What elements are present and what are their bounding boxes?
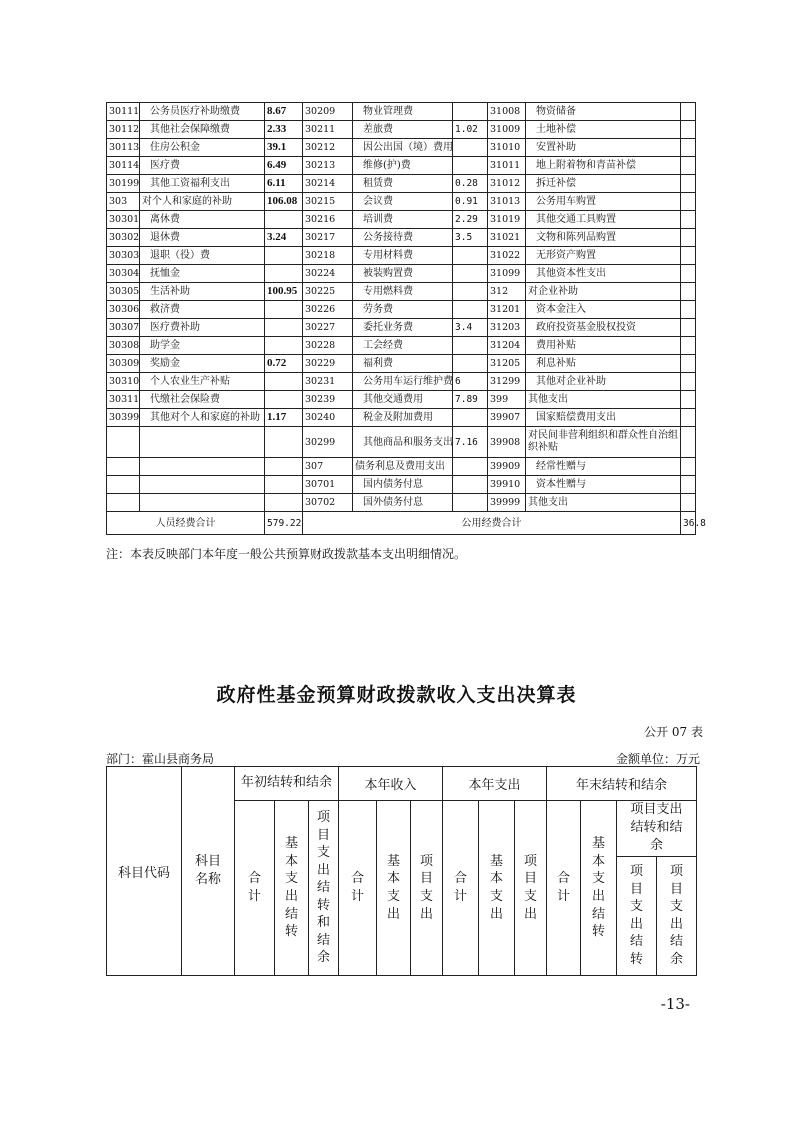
- value-cell: [453, 139, 488, 157]
- name-cell: 国内债务付息: [353, 476, 453, 494]
- name-cell: 其他交通工具购置: [526, 211, 681, 229]
- header-expense-basic: 基本支出: [479, 801, 515, 976]
- value-cell: [453, 265, 488, 283]
- table-row: [107, 247, 696, 265]
- amount-unit-label: 金额单位：万元: [615, 752, 700, 766]
- code-cell: 30225: [303, 283, 353, 301]
- name-cell: 其他社会保障缴费: [140, 121, 265, 139]
- header-opening-basic: 基本支出结转: [275, 801, 309, 976]
- basic-expenditure-detail-table: [106, 102, 706, 535]
- value-cell: [681, 355, 696, 373]
- value-cell: [453, 247, 488, 265]
- public-total-value: 36.8: [681, 512, 696, 535]
- name-cell: 专用材料费: [353, 247, 453, 265]
- table-row: [107, 103, 696, 121]
- value-cell: [265, 476, 303, 494]
- value-cell: 7.89: [453, 391, 488, 409]
- value-cell: [453, 337, 488, 355]
- table-row: [107, 427, 696, 458]
- table-row: [107, 458, 696, 476]
- value-cell: [265, 301, 303, 319]
- name-cell: 退职（役）费: [140, 247, 265, 265]
- code-cell: 30399: [107, 409, 140, 427]
- value-cell: [265, 373, 303, 391]
- name-cell: 被装购置费: [353, 265, 453, 283]
- value-cell: 0.72: [265, 355, 303, 373]
- header-expense-total: 合计: [443, 801, 479, 976]
- name-cell: 其他支出: [526, 494, 681, 512]
- code-cell: 30227: [303, 319, 353, 337]
- code-cell: 303: [107, 193, 140, 211]
- value-cell: 0.91: [453, 193, 488, 211]
- header-opening-balance: 年初结转和结余: [235, 767, 339, 801]
- code-cell: 30310: [107, 373, 140, 391]
- table-note: 注：本表反映部门本年度一般公共预算财政拨款基本支出明细情况。: [106, 547, 467, 561]
- code-cell: 30112: [107, 121, 140, 139]
- name-cell: 住房公积金: [140, 139, 265, 157]
- name-cell: 代缴社会保险费: [140, 391, 265, 409]
- code-cell: 30224: [303, 265, 353, 283]
- code-cell: 399: [488, 391, 526, 409]
- table-row: [107, 139, 696, 157]
- value-cell: [681, 121, 696, 139]
- code-cell: 31099: [488, 265, 526, 283]
- personnel-total-label: 人员经费合计: [107, 512, 265, 535]
- value-cell: 2.29: [453, 211, 488, 229]
- code-cell: 30113: [107, 139, 140, 157]
- code-cell: 312: [488, 283, 526, 301]
- code-cell: 39910: [488, 476, 526, 494]
- name-cell: 医疗费: [140, 157, 265, 175]
- value-cell: [681, 211, 696, 229]
- code-cell: 30199: [107, 175, 140, 193]
- name-cell: 公务用车购置: [526, 193, 681, 211]
- name-cell: 租赁费: [353, 175, 453, 193]
- name-cell: 资本金注入: [526, 301, 681, 319]
- header-closing-project: 项目支出结转和结余: [617, 801, 697, 857]
- header-opening-total: 合计: [235, 801, 275, 976]
- table-row: [107, 319, 696, 337]
- name-cell: 医疗费补助: [140, 319, 265, 337]
- value-cell: [681, 157, 696, 175]
- name-cell: 其他资本性支出: [526, 265, 681, 283]
- name-cell: 资本性赠与: [526, 476, 681, 494]
- code-cell: 30311: [107, 391, 140, 409]
- code-cell: [107, 427, 140, 458]
- name-cell: 差旅费: [353, 121, 453, 139]
- value-cell: 6: [453, 373, 488, 391]
- code-cell: 30303: [107, 247, 140, 265]
- name-cell: 其他交通费用: [353, 391, 453, 409]
- value-cell: [681, 247, 696, 265]
- name-cell: [140, 427, 265, 458]
- name-cell: 国家赔偿费用支出: [526, 409, 681, 427]
- name-cell: 地上附着物和青苗补偿: [526, 157, 681, 175]
- code-cell: 30212: [303, 139, 353, 157]
- name-cell: 无形资产购置: [526, 247, 681, 265]
- name-cell: 公务员医疗补助缴费: [140, 103, 265, 121]
- value-cell: [453, 355, 488, 373]
- value-cell: [681, 476, 696, 494]
- name-cell: 福利费: [353, 355, 453, 373]
- code-cell: 30307: [107, 319, 140, 337]
- name-cell: 其他商品和服务支出: [353, 427, 453, 458]
- value-cell: 6.11: [265, 175, 303, 193]
- code-cell: 39908: [488, 427, 526, 458]
- header-current-income: 本年收入: [339, 767, 443, 801]
- table-row: [107, 355, 696, 373]
- value-cell: [453, 301, 488, 319]
- value-cell: [265, 427, 303, 458]
- value-cell: [265, 319, 303, 337]
- name-cell: [140, 458, 265, 476]
- code-cell: 31204: [488, 337, 526, 355]
- table-row: [107, 373, 696, 391]
- code-cell: 31009: [488, 121, 526, 139]
- value-cell: [453, 458, 488, 476]
- code-cell: 30299: [303, 427, 353, 458]
- name-cell: 费用补贴: [526, 337, 681, 355]
- value-cell: [681, 427, 696, 458]
- government-fund-table: [106, 766, 697, 976]
- code-cell: 30239: [303, 391, 353, 409]
- value-cell: 1.17: [265, 409, 303, 427]
- name-cell: 维修(护)费: [353, 157, 453, 175]
- value-cell: 3.24: [265, 229, 303, 247]
- code-cell: [107, 494, 140, 512]
- value-cell: 3.4: [453, 319, 488, 337]
- code-cell: 30302: [107, 229, 140, 247]
- name-cell: 公务接待费: [353, 229, 453, 247]
- name-cell: [140, 476, 265, 494]
- personnel-total-value: 579.22: [265, 512, 303, 535]
- value-cell: [453, 476, 488, 494]
- code-cell: 31299: [488, 373, 526, 391]
- value-cell: [681, 373, 696, 391]
- code-cell: 39909: [488, 458, 526, 476]
- code-cell: 30218: [303, 247, 353, 265]
- name-cell: 对个人和家庭的补助: [140, 193, 265, 211]
- value-cell: [681, 494, 696, 512]
- value-cell: [681, 283, 696, 301]
- code-cell: 39907: [488, 409, 526, 427]
- total-row: [107, 512, 696, 535]
- value-cell: [681, 391, 696, 409]
- code-cell: 30305: [107, 283, 140, 301]
- code-cell: 31203: [488, 319, 526, 337]
- name-cell: 税金及附加费用: [353, 409, 453, 427]
- header-opening-project: 项目支出结转和结余: [309, 801, 339, 976]
- value-cell: 2.33: [265, 121, 303, 139]
- name-cell: 文物和陈列品购置: [526, 229, 681, 247]
- value-cell: [453, 494, 488, 512]
- header-income-total: 合计: [339, 801, 377, 976]
- value-cell: [265, 211, 303, 229]
- code-cell: 30114: [107, 157, 140, 175]
- code-cell: 30228: [303, 337, 353, 355]
- code-cell: 31201: [488, 301, 526, 319]
- code-cell: 30213: [303, 157, 353, 175]
- value-cell: [681, 337, 696, 355]
- name-cell: 其他工资福利支出: [140, 175, 265, 193]
- table-row: [107, 265, 696, 283]
- value-cell: 100.95: [265, 283, 303, 301]
- value-cell: [681, 193, 696, 211]
- code-cell: [107, 476, 140, 494]
- value-cell: [265, 337, 303, 355]
- name-cell: 劳务费: [353, 301, 453, 319]
- code-cell: 30702: [303, 494, 353, 512]
- value-cell: 6.49: [265, 157, 303, 175]
- table-row: [107, 409, 696, 427]
- header-income-project: 项目支出: [411, 801, 443, 976]
- name-cell: 政府投资基金股权投资: [526, 319, 681, 337]
- name-cell: 土地补偿: [526, 121, 681, 139]
- value-cell: [681, 301, 696, 319]
- code-cell: 30309: [107, 355, 140, 373]
- code-cell: 31022: [488, 247, 526, 265]
- name-cell: 个人农业生产补贴: [140, 373, 265, 391]
- value-cell: 106.08: [265, 193, 303, 211]
- value-cell: [265, 247, 303, 265]
- code-cell: 30226: [303, 301, 353, 319]
- page-title: 政府性基金预算财政拨款收入支出决算表: [216, 684, 577, 706]
- code-cell: [107, 458, 140, 476]
- code-cell: 31008: [488, 103, 526, 121]
- name-cell: 拆迁补偿: [526, 175, 681, 193]
- name-cell: 经常性赠与: [526, 458, 681, 476]
- name-cell: 专用燃料费: [353, 283, 453, 301]
- name-cell: 公务用车运行维护费: [353, 373, 453, 391]
- name-cell: 其他对个人和家庭的补助: [140, 409, 265, 427]
- code-cell: 30215: [303, 193, 353, 211]
- header-closing-total: 合计: [547, 801, 581, 976]
- code-cell: 30216: [303, 211, 353, 229]
- name-cell: 其他对企业补助: [526, 373, 681, 391]
- code-cell: 30231: [303, 373, 353, 391]
- value-cell: 8.67: [265, 103, 303, 121]
- code-cell: 31013: [488, 193, 526, 211]
- name-cell: 助学金: [140, 337, 265, 355]
- header-closing-basic: 基本支出结转: [581, 801, 617, 976]
- code-cell: 30229: [303, 355, 353, 373]
- code-cell: 31205: [488, 355, 526, 373]
- value-cell: [681, 175, 696, 193]
- name-cell: 工会经费: [353, 337, 453, 355]
- value-cell: 1.02: [453, 121, 488, 139]
- table-row: [107, 157, 696, 175]
- value-cell: [265, 458, 303, 476]
- value-cell: 3.5: [453, 229, 488, 247]
- code-cell: 31010: [488, 139, 526, 157]
- value-cell: [681, 103, 696, 121]
- header-project-surplus: 项目支出结余: [657, 856, 697, 975]
- form-number: 公开 07 表: [644, 725, 703, 739]
- name-cell: 奖励金: [140, 355, 265, 373]
- code-cell: 39999: [488, 494, 526, 512]
- header-expense-project: 项目支出: [515, 801, 547, 976]
- name-cell: 会议费: [353, 193, 453, 211]
- value-cell: [453, 409, 488, 427]
- page-number: -13-: [660, 995, 690, 1013]
- name-cell: 委托业务费: [353, 319, 453, 337]
- value-cell: [265, 391, 303, 409]
- code-cell: 30211: [303, 121, 353, 139]
- code-cell: 31019: [488, 211, 526, 229]
- code-cell: 307: [303, 458, 353, 476]
- value-cell: [265, 265, 303, 283]
- name-cell: 抚恤金: [140, 265, 265, 283]
- code-cell: 31021: [488, 229, 526, 247]
- name-cell: 物业管理费: [353, 103, 453, 121]
- value-cell: [265, 494, 303, 512]
- value-cell: [681, 139, 696, 157]
- code-cell: 30111: [107, 103, 140, 121]
- table-row: [107, 391, 696, 409]
- value-cell: [681, 409, 696, 427]
- code-cell: 31012: [488, 175, 526, 193]
- value-cell: [453, 157, 488, 175]
- name-cell: 生活补助: [140, 283, 265, 301]
- code-cell: 30217: [303, 229, 353, 247]
- public-total-label: 公用经费合计: [303, 512, 681, 535]
- name-cell: 对企业补助: [526, 283, 681, 301]
- code-cell: 30306: [107, 301, 140, 319]
- value-cell: [681, 229, 696, 247]
- value-cell: [681, 458, 696, 476]
- table-row: [107, 494, 696, 512]
- name-cell: 债务利息及费用支出: [353, 458, 453, 476]
- value-cell: 7.16: [453, 427, 488, 458]
- code-cell: 30701: [303, 476, 353, 494]
- header-subject-code: 科目代码: [107, 767, 182, 976]
- code-cell: 31011: [488, 157, 526, 175]
- name-cell: 培训费: [353, 211, 453, 229]
- name-cell: 对民间非营利组织和群众性自治组织补贴: [526, 427, 681, 458]
- header-current-expense: 本年支出: [443, 767, 547, 801]
- name-cell: 救济费: [140, 301, 265, 319]
- table-row: [107, 211, 696, 229]
- name-cell: 离休费: [140, 211, 265, 229]
- header-closing-balance: 年末结转和结余: [547, 767, 697, 801]
- name-cell: 其他支出: [526, 391, 681, 409]
- table-row: [107, 193, 696, 211]
- header-subject-name: 科目名称: [182, 767, 235, 976]
- name-cell: 退休费: [140, 229, 265, 247]
- code-cell: 30209: [303, 103, 353, 121]
- code-cell: 30304: [107, 265, 140, 283]
- value-cell: [453, 283, 488, 301]
- table-row: [107, 175, 696, 193]
- value-cell: 39.1: [265, 139, 303, 157]
- code-cell: 30240: [303, 409, 353, 427]
- name-cell: 利息补贴: [526, 355, 681, 373]
- code-cell: 30301: [107, 211, 140, 229]
- name-cell: 物资储备: [526, 103, 681, 121]
- value-cell: 0.28: [453, 175, 488, 193]
- table-row: [107, 121, 696, 139]
- department-label: 部门：霍山县商务局: [106, 752, 215, 766]
- table-row: [107, 229, 696, 247]
- name-cell: [140, 494, 265, 512]
- name-cell: 因公出国（境）费用: [353, 139, 453, 157]
- value-cell: [453, 103, 488, 121]
- table-row: [107, 283, 696, 301]
- code-cell: 30214: [303, 175, 353, 193]
- table-row: [107, 337, 696, 355]
- table-row: [107, 476, 696, 494]
- name-cell: 国外债务付息: [353, 494, 453, 512]
- table-row: [107, 301, 696, 319]
- name-cell: 安置补助: [526, 139, 681, 157]
- value-cell: [681, 319, 696, 337]
- value-cell: [681, 265, 696, 283]
- code-cell: 30308: [107, 337, 140, 355]
- header-income-basic: 基本支出: [377, 801, 411, 976]
- header-project-transfer: 项目支出结转: [617, 856, 657, 975]
